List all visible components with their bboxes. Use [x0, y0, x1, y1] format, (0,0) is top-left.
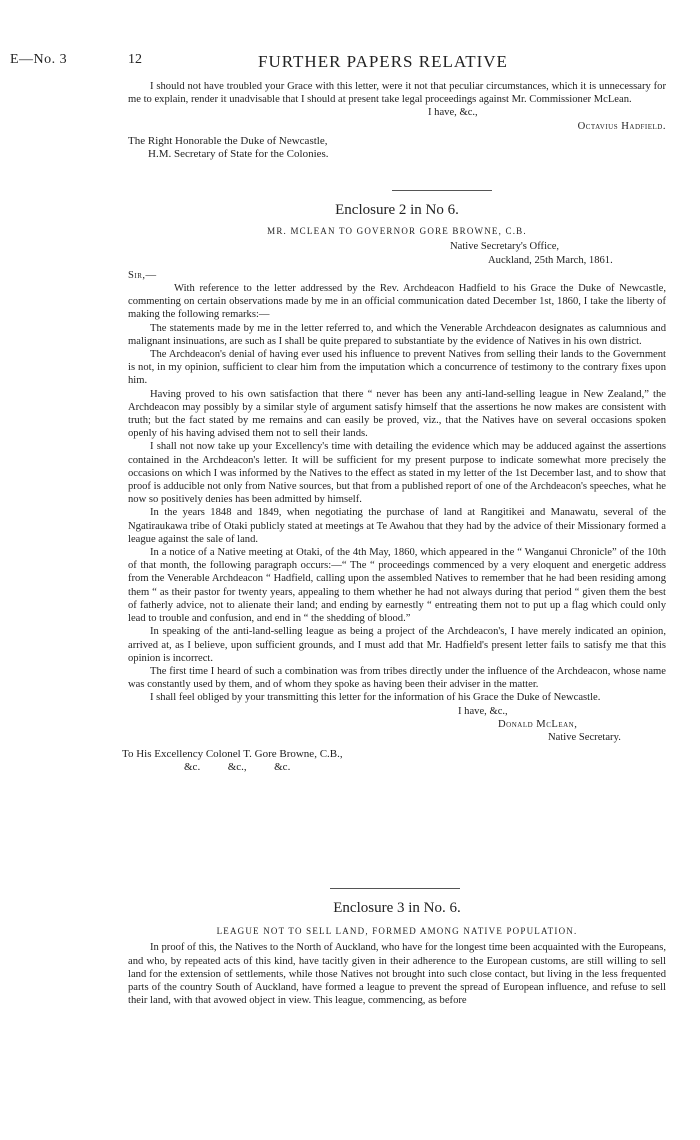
enclosure-3 — [128, 902, 666, 1007]
salutation: Sir,— — [128, 269, 157, 281]
page-number: 12 — [128, 52, 142, 67]
enclosure-heading: Enclosure 2 in No 6. — [335, 202, 459, 218]
addressee-line: To His Excellency Colonel T. Gore Browne, C.B., — [122, 748, 343, 761]
letter-paragraph: I should not have troubled your Grace with this letter, were it not that peculiar circumstances, which it is unnecessary for me to explain, render it unadvisable that I should at present take legal proceedings against Mr. Commissioner McLean. — [128, 81, 666, 106]
addressee-line: H.M. Secretary of State for the Colonies. — [148, 148, 329, 161]
addressee-line: The Right Honorable the Duke of Newcastle, — [128, 134, 328, 147]
paragraph: The first time I heard of such a combination was from tribes directly under the influence of the Archdeacon, whose name was constantly used by them, and of whom they spoke as having been their adviser in the matter. — [128, 665, 666, 691]
place-date-line: Auckland, 25th March, 1861. — [488, 254, 613, 266]
office-line: Native Secretary's Office, — [450, 241, 560, 253]
divider — [330, 888, 460, 889]
paragraph: I shall feel obliged by your transmitting this letter for the information of his Grace the Duke of Newcastle. — [150, 692, 601, 704]
enclosure-heading: Enclosure 3 in No. 6. — [333, 900, 461, 916]
signature: Donald McLean, — [498, 718, 578, 730]
paragraph: Having proved to his own satisfaction that there “ never has been any anti-land-selling league in New Zealand,” the Archdeacon may possibly by a similar style of argument satisfy himself that the assertions he now makes are consistent with truth; but the fact stated by me remains and can easily be proved, viz., that the Natives have on several occasions spoken openly of his having advised them not to sell their lands. — [128, 388, 666, 440]
divider — [392, 190, 492, 191]
paragraph: With reference to the letter addressed by the Rev. Archdeacon Hadfield to his Grace the Duke of Newcastle, commenting on certain observations made by me in an official communication dated December 1st, 1860, I take the liberty of making the following remarks:— — [128, 283, 666, 321]
enclosure-subheading: LEAGUE NOT TO SELL LAND, FORMED AMONG NATIVE POPULATION. — [216, 926, 578, 937]
signature: Octavius Hadfield. — [577, 120, 666, 132]
paragraph: In speaking of the anti-land-selling league as being a project of the Archdeacon's, I have merely indicated an opinion, arrived at, as I believe, upon sufficient grounds, and I must add that Mr. Hadfield's present letter fails to satisfy me that this opinion is incorrect. — [128, 626, 666, 664]
closing: I have, &c., — [458, 705, 508, 717]
signature-title: Native Secretary. — [548, 731, 621, 743]
page-header — [0, 52, 700, 72]
paragraph: I shall not now take up your Excellency's time with detailing the evidence which may be adduced against the assertions contained in the Archdeacon's letter. It will be sufficient for my present purpose to indicate somewhat more precisely the occasions on which I was informed by the Natives to the effect as stated in my letter of the 1st December last, and to show that proof is adducible not only from Native sources, but that from a published report of one of the Archdeacon's speeches, what he now so positively denies has been admitted by himself. — [128, 441, 666, 506]
enclosure-subheading: MR. MCLEAN TO GOVERNOR GORE BROWNE, C.B. — [267, 226, 527, 237]
enclosure-2 — [122, 202, 666, 775]
letter-hadfield-ending — [128, 80, 666, 161]
paragraph: The statements made by me in the letter referred to, and which the Venerable Archdeacon designates as calumnious and malignant insinuations, are such as I shall be quite prepared to substantiate by the evidence of Natives in his own district. — [128, 322, 666, 347]
paragraph: In proof of this, the Natives to the North of Auckland, who have for the longest time been acquainted with the Europeans, and who, by repeated acts of this kind, have tacitly given in their adherence to the European customs, are still willing to sell land for the extension of settlements, while those Natives not brought into such close contact, but living in the less frequented parts of the country South of Auckland, have formed a league to prevent the spread of European influence, and refuse to sell their land, with that avowed object in view. This league, commencing, as before — [128, 942, 666, 1007]
paragraph: In a notice of a Native meeting at Otaki, of the 4th May, 1860, which appeared in the “ Wanganui Chronicle” of the 10th of that month, the following paragraph occurs:—“ The “ proceedings commenced by a very eloquent and energetic address from the Venerable Archdeacon “ Hadfield, calling upon the assembled Natives to remember that he had been residing among them “ as their pastor for twenty years, appealing to them whether he had not always during that period “ given them the best of fatherly advice, not to alienate their land; and ending by earnestly “ entreating them not to put up a flag which could only lead to trouble and confusion, and end in “ the shedding of blood.” — [128, 547, 666, 625]
paragraph: In the years 1848 and 1849, when negotiating the purchase of land at Rangitikei and Manawatu, several of the Ngatiraukawa tribe of Otaki publicly stated at meetings at Te Awahou that they had by the advice of their Missionary formed a league against the sale of land. — [128, 507, 666, 545]
addressee-line: &c. &c., &c. — [184, 761, 291, 774]
page-title: FURTHER PAPERS RELATIVE — [258, 52, 508, 71]
closing: I have, &c., — [428, 107, 478, 119]
paragraph: The Archdeacon's denial of having ever used his influence to prevent Natives from selling their lands to the Government is not, in my opinion, sufficient to clear him from the imputation which a concurrence of testimony to the contrary fixes upon him. — [128, 349, 666, 387]
document-reference: E—No. 3 — [10, 52, 68, 67]
